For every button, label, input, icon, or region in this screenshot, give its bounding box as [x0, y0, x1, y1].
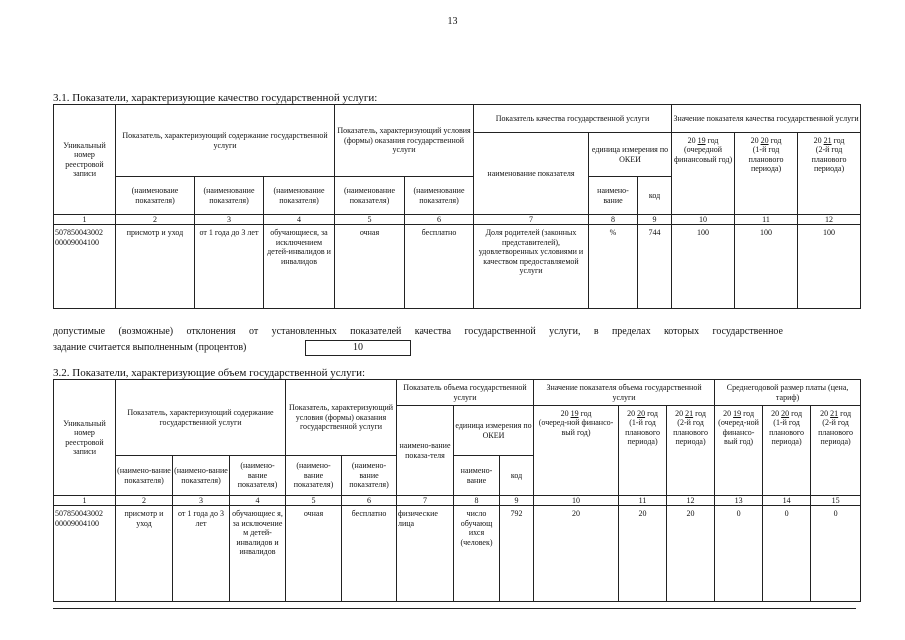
column-number: 5	[286, 496, 342, 506]
column-number: 10	[672, 215, 735, 225]
cell-value-year-3: 100	[798, 225, 861, 309]
cell-unit-code: 744	[638, 225, 672, 309]
column-number: 6	[405, 215, 474, 225]
header-volume-year-2: 20 20 год (1-й год планового периода)	[619, 406, 667, 496]
cell-value-year-2: 100	[735, 225, 798, 309]
header-fee-year-3: 20 21 год (2-й год планового периода)	[811, 406, 861, 496]
column-number: 2	[116, 496, 173, 506]
deviation-value-box: 10	[305, 340, 411, 356]
header-indicator-name: наименование показателя	[474, 133, 589, 215]
sub-indicator-name: (наимено-вание показателя)	[116, 456, 173, 496]
column-number: 3	[195, 215, 264, 225]
column-number: 7	[397, 496, 454, 506]
registry-number: 507850043002 00009004100	[54, 225, 116, 309]
sub-indicator-name: (наименование показателя)	[335, 177, 405, 215]
column-number: 4	[264, 215, 335, 225]
sub-indicator-name: (наимено-вание показателя)	[286, 456, 342, 496]
quality-indicators-table	[53, 104, 861, 309]
cell-condition-1: очная	[286, 506, 342, 602]
deviation-line-1: допустимые (возможные) отклонения от установленных показателей качества государственной услуги, в пределах которых государственное	[53, 326, 783, 337]
header-quality-indicator: Показатель качества государственной услуги	[474, 105, 672, 133]
cell-volume-year-2: 20	[619, 506, 667, 602]
header-fee-year-1: 20 19 год (очеред-ной финансо-вый год)	[715, 406, 763, 496]
header-year-1: 20 19 год (очередной финансовый год)	[672, 133, 735, 215]
column-number: 1	[54, 215, 116, 225]
header-content-indicator: Показатель, характеризующий содержание государственной услуги	[116, 380, 286, 456]
cell-content-2: от 1 года до 3 лет	[195, 225, 264, 309]
cell-value-year-1: 100	[672, 225, 735, 309]
header-condition-indicator: Показатель, характеризующий условия (формы) оказания государственной услуги	[335, 105, 474, 177]
header-quality-value: Значение показателя качества государственной услуги	[672, 105, 861, 133]
cell-indicator-name: Доля родителей (законных представителей), удовлетворенных условиями и качеством предоставляемой услуги	[474, 225, 589, 309]
column-number: 5	[335, 215, 405, 225]
column-number: 11	[619, 496, 667, 506]
header-fee-year-2: 20 20 год (1-й год планового периода)	[763, 406, 811, 496]
cell-unit-name: %	[589, 225, 638, 309]
volume-indicators-table	[53, 379, 861, 602]
cell-condition-1: очная	[335, 225, 405, 309]
cell-fee-year-1: 0	[715, 506, 763, 602]
page-number: 13	[447, 16, 458, 27]
header-unit-code: код	[500, 456, 534, 496]
header-condition-indicator: Показатель, характеризующий условия (формы) оказания государственной услуги	[286, 380, 397, 456]
column-number: 13	[715, 496, 763, 506]
cell-unit-name: число обучающ ихся (человек)	[454, 506, 500, 602]
sub-indicator-name: (наимено-вание показателя)	[173, 456, 230, 496]
column-number: 11	[735, 215, 798, 225]
sub-indicator-name: (наименование показателя)	[264, 177, 335, 215]
header-fee: Среднегодовой размер платы (цена, тариф)	[715, 380, 861, 406]
cell-volume-year-1: 20	[534, 506, 619, 602]
column-number: 8	[454, 496, 500, 506]
deviation-text	[53, 324, 783, 356]
column-number: 10	[534, 496, 619, 506]
cell-unit-code: 792	[500, 506, 534, 602]
header-unit-okei: единица измерения по ОКЕИ	[589, 133, 672, 177]
header-year-2: 20 20 год (1-й год планового периода)	[735, 133, 798, 215]
column-number: 6	[342, 496, 397, 506]
column-number: 7	[474, 215, 589, 225]
sub-indicator-name: (наименоваие показателя)	[116, 177, 195, 215]
cell-fee-year-3: 0	[811, 506, 861, 602]
header-unit-code: код	[638, 177, 672, 215]
column-number: 4	[230, 496, 286, 506]
table-row	[54, 225, 861, 309]
header-volume-year-1: 20 19 год (очеред-ной финансо-вый год)	[534, 406, 619, 496]
header-volume-value: Значение показателя объема государственной услуги	[534, 380, 715, 406]
cell-content-3: обучающиес я, за исключение м детей-инвалидов и инвалидов	[230, 506, 286, 602]
sub-indicator-name: (наименование показателя)	[195, 177, 264, 215]
header-unique-number: Уникальный номер реестровой записи	[54, 105, 116, 215]
cell-condition-2: бесплатно	[342, 506, 397, 602]
cell-content-2: от 1 года до 3 лет	[173, 506, 230, 602]
section-32-heading: 3.2. Показатели, характеризующие объем государственной услуги:	[53, 367, 366, 379]
sub-indicator-name: (наименование показателя)	[405, 177, 474, 215]
column-number: 9	[500, 496, 534, 506]
sub-indicator-name: (наимено-вание показателя)	[342, 456, 397, 496]
registry-number: 507850043002 00009004100	[54, 506, 116, 602]
cell-content-1: присмотр и уход	[116, 506, 173, 602]
header-unique-number: Уникальный номер реестровой записи	[54, 380, 116, 496]
column-number: 9	[638, 215, 672, 225]
cell-volume-year-3: 20	[667, 506, 715, 602]
header-unit-name: наимено-вание	[589, 177, 638, 215]
table-row	[54, 506, 861, 602]
cell-condition-2: бесплатно	[405, 225, 474, 309]
header-unit-okei: единица измерения по ОКЕИ	[454, 406, 534, 456]
cell-content-3: обучающиеся, за исключением детей-инвалидов и инвалидов	[264, 225, 335, 309]
column-number: 2	[116, 215, 195, 225]
column-number: 8	[589, 215, 638, 225]
column-number: 12	[667, 496, 715, 506]
column-number: 3	[173, 496, 230, 506]
header-volume-indicator: Показатель объема государственной услуги	[397, 380, 534, 406]
header-volume-year-3: 20 21 год (2-й год планового периода)	[667, 406, 715, 496]
header-unit-name: наимено-вание	[454, 456, 500, 496]
column-number: 14	[763, 496, 811, 506]
sub-indicator-name: (наимено-вание показателя)	[230, 456, 286, 496]
cell-indicator-name: физические лица	[397, 506, 454, 602]
deviation-line-2: задание считается выполненным (процентов)	[53, 342, 247, 353]
header-indicator-name: наимено-вание показа-теля	[397, 406, 454, 496]
header-year-3: 20 21 год (2-й год планового периода)	[798, 133, 861, 215]
cell-fee-year-2: 0	[763, 506, 811, 602]
column-number: 12	[798, 215, 861, 225]
column-number: 15	[811, 496, 861, 506]
column-number: 1	[54, 496, 116, 506]
cell-content-1: присмотр и уход	[116, 225, 195, 309]
bottom-rule	[53, 608, 856, 609]
header-content-indicator: Показатель, характеризующий содержание государственной услуги	[116, 105, 335, 177]
section-31-heading: 3.1. Показатели, характеризующие качество государственной услуги:	[53, 92, 378, 104]
